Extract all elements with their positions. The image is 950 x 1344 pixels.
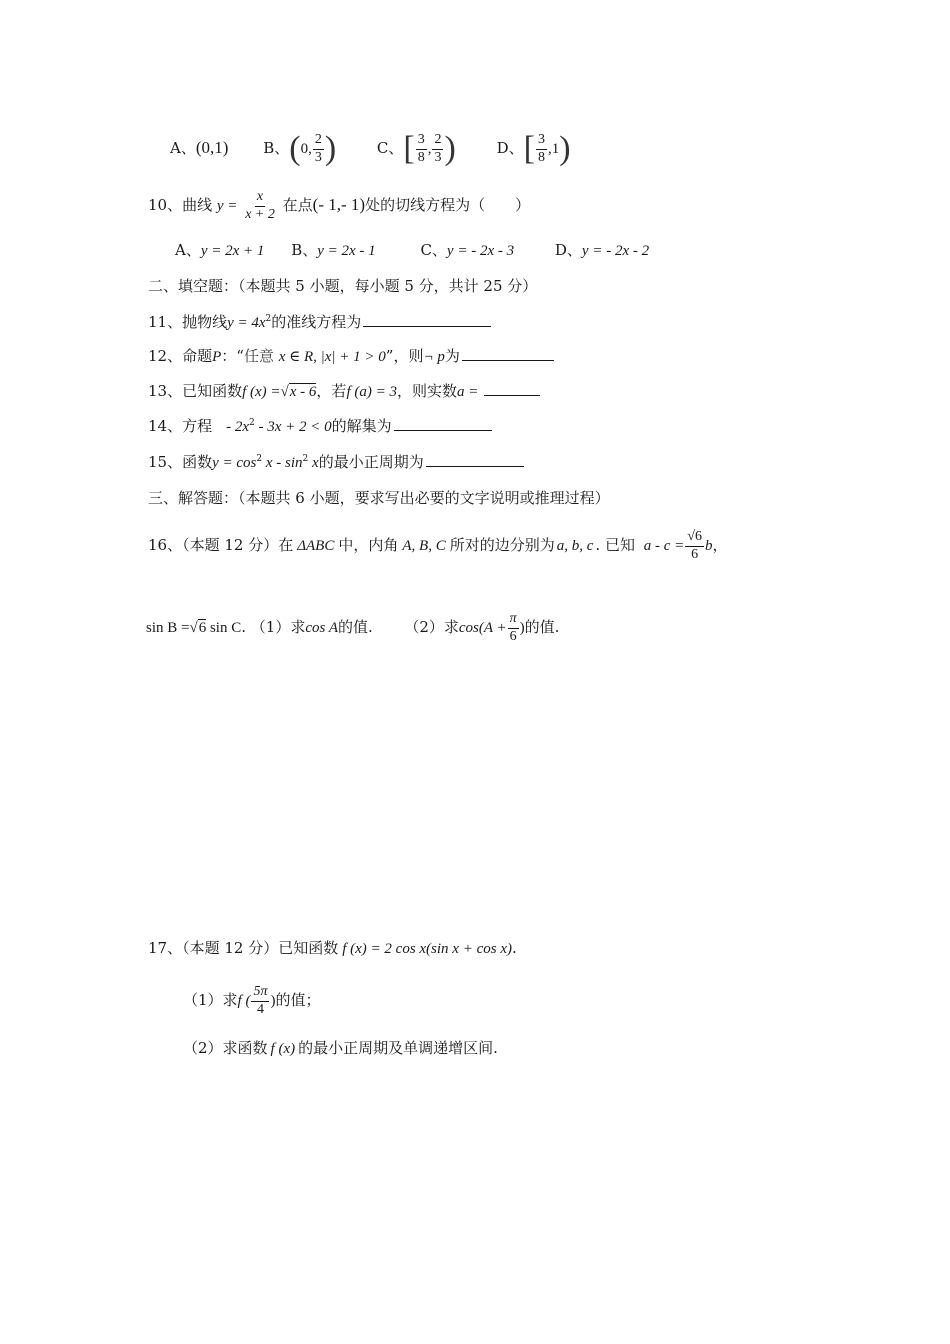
q13-answer-blank[interactable] — [484, 394, 540, 396]
q9-option-d: D、[ $\frac{3}{8}$ ,1) — [496, 130, 571, 167]
q17-part2: （2）求函数 f (x) 的最小正周期及单调递增区间. — [183, 1039, 498, 1057]
q9-options — [170, 132, 571, 166]
q12: 12、命题P：“任意 x ∈ R, |x| + 1 > 0”，则¬ p为 — [148, 349, 554, 365]
q9-option-a: A、(0,1) — [170, 138, 229, 157]
q17-stem: 17、（本题 12 分）已知函数 f (x) = 2 cos x(sin x + cos x). — [148, 939, 517, 957]
q17-part1: （1）求f ( $\frac{5\pi}{4}$ )的值； — [183, 984, 321, 1017]
q15: 15、函数$y = \cos^2 x - \sin^2 x$的最小正周期为 — [148, 455, 524, 471]
q10-option-a: A、y = 2x + 1 — [175, 241, 265, 259]
q10-option-d: D、y = - 2x - 2 — [554, 241, 650, 259]
section-solve-heading: 三、解答题：（本题共 6 小题，要求写出必要的文字说明或推理过程） — [148, 489, 610, 507]
q10-stem: 10、曲线 y = $\frac{x}{x + 2}$ 在点(- 1,- 1)处的切线方程为（ ） — [148, 189, 531, 222]
q10-option-b: B、y = 2x - 1 — [291, 241, 376, 259]
q11-answer-blank[interactable] — [363, 325, 491, 327]
q11: 11、抛物线$y = 4x^2$的准线方程为 — [148, 315, 491, 331]
q16-parts: sin B =√6 sin C. （1）求cos A的值. （2）求cos(A + $\frac{\pi}{6}$ )的值. — [146, 611, 560, 644]
q9-option-b: B、(0, $\frac{2}{3}$ ) — [263, 130, 337, 167]
q14-answer-blank[interactable] — [394, 429, 492, 431]
q15-answer-blank[interactable] — [426, 465, 524, 467]
q13: 13、已知函数f (x) =√x - 6，若f (a) = 3，则实数a = — [148, 384, 540, 400]
q10-options — [175, 243, 649, 259]
q16-stem: 16、（本题 12 分）在 ΔABC 中，内角 A, B, C 所对的边分别为 a, b, c . 已知 a - c = $\frac{√6}{6}$ b， — [148, 529, 728, 562]
section-fill-in-heading: 二、填空题：（本题共 5 小题，每小题 5 分，共计 25 分） — [148, 277, 538, 295]
q10-option-c: C、y = - 2x - 3 — [420, 241, 515, 259]
q9-option-c: C、[ $\frac{3}{8}$ , $\frac{2}{3}$ ) — [376, 130, 456, 167]
q12-answer-blank[interactable] — [462, 359, 554, 361]
q14: 14、方程 - $2x^2 - 3x + 2 < 0$的解集为 — [148, 419, 492, 435]
